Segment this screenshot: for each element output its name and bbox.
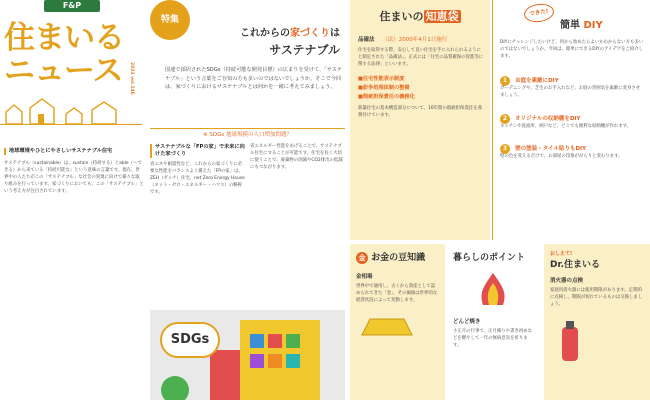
diy-item-1-body: ガーデニングや、芝生のお手入れなど、お庭の雰囲気を素敵に変身させましょう。	[500, 85, 641, 98]
knowledge-body: 住宅を取得する際、安心して良い住宅を手に入れられるようにと制定された「品確法」。正式には「住宅の品質確保の促進等に関する法律」といいます。	[358, 48, 484, 67]
right-article-body: 省エネルギー性能をあげることで、サステナブル住宅にすることが可能です。住宅を長く大切に使うことで、廃棄物の削減やCO2排出の低減にもつながります。	[250, 144, 343, 170]
dr-sumairu-subject: 消火器の点検	[550, 278, 584, 284]
dr-sumairu-title: Dr.住まいる	[550, 260, 601, 270]
feature-lead: 国連で採択されたSDGs（持続可能な開発目標）の広まりを受けて、「サステナブル」という言葉をご存知の方も多いのではないでしょうか。そこで今回は、家づくりにおけるサステナブルとは何かを一緒に考えてみましょう。	[165, 67, 342, 91]
diy-item-3-body: 壁の色を変えるだけで、お部屋の印象ががらりと変わります。	[500, 154, 623, 160]
diy-item-1	[500, 67, 644, 100]
feature-title-em: 家づくり	[290, 28, 330, 39]
left-article-heading: 地球環境やひとにやさしいサステナブル住宅	[4, 148, 144, 155]
right-article	[250, 144, 345, 306]
feature-title-line2: サステナブル	[269, 43, 340, 57]
dr-sumairu-pre: おしえて!	[550, 251, 573, 257]
brand-logo: F&P	[44, 0, 100, 12]
money-tips-title: 金 お金の豆知識	[356, 250, 439, 264]
feature-badge: 特集	[150, 0, 190, 40]
bonfire-icon	[453, 269, 533, 309]
money-tips-panel	[350, 244, 445, 400]
diy-item-3	[500, 135, 644, 161]
living-tips-panel	[447, 244, 542, 400]
diy-item-1-badge: 1	[500, 76, 510, 86]
diy-item-2-badge: 2	[500, 114, 510, 124]
diy-title-red: DIY	[583, 20, 603, 31]
knowledge-title-pre: 住まいの	[379, 10, 424, 23]
dr-sumairu-body: 家庭用消火器には使用期限があります。定期的に点検し、期限が切れているものは交換しましょう。	[550, 288, 643, 307]
sdgs-word-badge: SDGs	[160, 322, 220, 358]
feature-title	[200, 26, 340, 60]
left-article-body: サステナブル（sustainable）は、sustain（持続する）とable（〜できる）から来ている「持続可能な」という意味の言葉です。現在、世界中の人たちがこの「サステナブル」な社会の実現に向けて様々な取り組みを行っています。家づくりにおいても、この「サステナブル」という考え方が注目されています。	[4, 161, 144, 194]
volume-label: 2023 vol.146	[129, 62, 134, 95]
fire-extinguisher-icon	[550, 317, 590, 363]
masthead-title-line2: ニュース	[4, 53, 123, 89]
living-tips-body: 小正月の行事で、正月飾りや書き初めなどを燃やして一年の無病息災を祈ります。	[453, 329, 532, 348]
masthead-title-line1: 住まいる	[4, 20, 124, 56]
left-article	[4, 148, 144, 400]
diy-item-2	[500, 105, 644, 131]
feature-title-post: は	[330, 28, 340, 39]
mid-article-body: 省エネや耐震性など、これからの家づくりに必要な性能をバランスよく備えた「FPの家」は、ZEH（ゼッチ）住宅、net Zero Energy House（ネット・ゼロ・エネルギー・ハウス）の略称です。	[150, 162, 245, 195]
gold-bar-icon	[356, 313, 416, 337]
feature-title-pre: これからの	[240, 28, 290, 39]
knowledge-date: （法）2000年4月1日施行	[382, 37, 448, 43]
diy-title	[560, 16, 603, 31]
knowledge-bullet-body: 新築住宅の基本構造部分について、10年間の瑕疵担保責任を義務付けています。	[358, 105, 482, 118]
coin-icon: 金	[356, 252, 368, 264]
diy-title-pre: 簡単	[560, 20, 580, 31]
mid-article	[150, 144, 245, 306]
knowledge-content	[358, 36, 484, 120]
knowledge-subject: 品確法	[358, 37, 375, 43]
dr-sumairu-panel	[544, 244, 650, 400]
diy-item-3-badge: 3	[500, 144, 510, 154]
sdg-question: ※ SDGs 地球規模の人口増加問題？	[150, 128, 345, 140]
dekita-stamp: できた!	[523, 2, 555, 24]
diy-intro: DIYにチャレンジしたいけど、何から始めたらよいかわからない方も多いのではないでしょうか。今回は、簡単にできるDIYのアイデアをご紹介します。	[500, 40, 644, 59]
knowledge-bullet-1: ■住宅性能表示制度	[358, 75, 405, 82]
money-tips-body: 世界中で通用し、古くから資産として認められてきた「金」。その価値は世界的な経済状況によって変動します。	[356, 284, 438, 303]
diy-item-3-label: 壁の塗装・タイル貼りもDIY	[515, 146, 587, 153]
knowledge-bullet-2: ■紛争処理体制の整備	[358, 84, 410, 91]
diy-item-2-label: オリジナルの収納棚をDIY	[515, 115, 581, 122]
mid-article-heading: サステナブルな「FPの家」で未来に向けた家づくり	[150, 144, 245, 158]
diy-item-1-label: お庭を素敵にDIY	[515, 77, 559, 84]
living-tips-title: 暮らしのポイント	[453, 253, 526, 263]
houses-illustration	[0, 96, 142, 126]
living-tips-subject: どんど焼き	[453, 319, 481, 325]
knowledge-title	[360, 6, 480, 28]
diy-item-2-body: キッチンや洗面所、納戸など、どこでも便利な収納棚が作れます。	[500, 123, 632, 129]
knowledge-bullet-3: ■瑕疵担保責任の義務化	[358, 93, 415, 100]
money-tips-subject: 金相場	[356, 274, 373, 280]
diy-content	[500, 40, 644, 161]
knowledge-title-hl: 知恵袋	[425, 10, 459, 23]
